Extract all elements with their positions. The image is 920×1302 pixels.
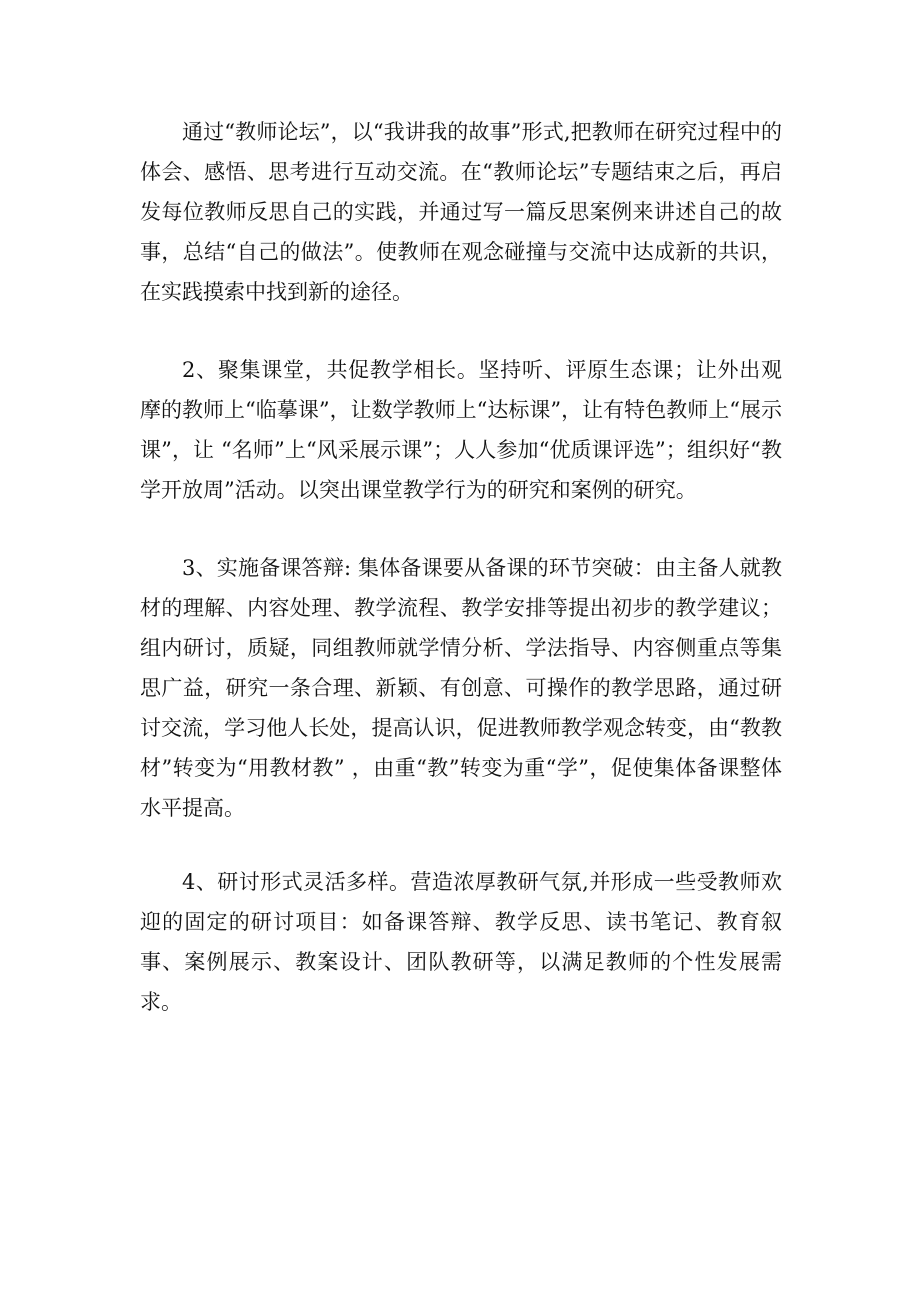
paragraph-research-forms: 4、研讨形式灵活多样。营造浓厚教研气氛,并形成一些受教师欢迎的固定的研讨项目：如备课答辩、教学反思、读书笔记、教育叙事、案例展示、教案设计、团队教研等，以满足教师的个性发展需求。 [140, 870, 782, 1014]
paragraph-teacher-forum: 通过“教师论坛”，以“我讲我的故事”形式,把教师在研究过程中的体会、感悟、思考进行互动交流。在“教师论坛”专题结束之后，再启发每位教师反思自己的实践，并通过写一篇反思案例来讲述自己的故事，总结“自己的做法”。使教师在观念碰撞与交流中达成新的共识，在实践摸索中找到新的途径。 [140, 120, 782, 304]
document-body [140, 112, 782, 1022]
paragraph-classroom-focus: 2、聚集课堂，共促教学相长。坚持听、评原生态课；让外出观摩的教师上“临摹课”，让数学教师上“达标课”，让有特色教师上“展示课”，让 “名师”上“风采展示课”；人人参加“优质课评选”；组织好“教学开放周”活动。以突出课堂教学行为的研究和案例的研究。 [140, 358, 782, 502]
paragraph-lesson-defense: 3、实施备课答辩: 集体备课要从备课的环节突破：由主备人就教材的理解、内容处理、教学流程、教学安排等提出初步的教学建议；组内研讨，质疑，同组教师就学情分析、学法指导、内容侧重点等集思广益，研究一条合理、新颖、有创意、可操作的教学思路，通过研讨交流，学习他人长处，提高认识，促进教师教学观念转变，由“教教材”转变为“用教材教” ，由重“教”转变为重“学”，促使集体备课整体水平提高。 [140, 556, 782, 820]
